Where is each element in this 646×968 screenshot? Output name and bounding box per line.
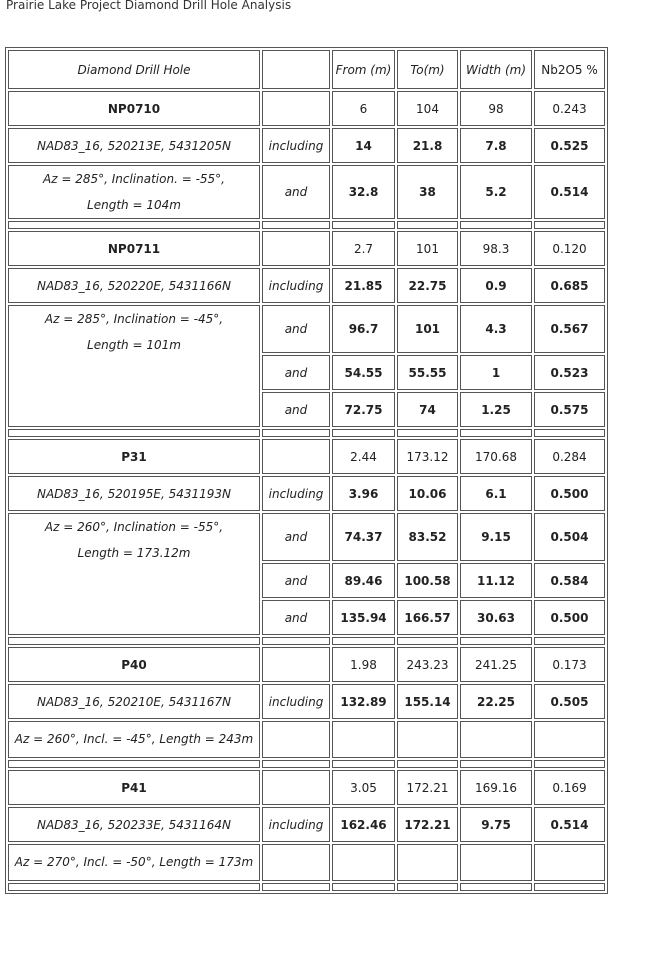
hole-azimuth: Az = 270°, Incl. = -50°, Length = 173m [14,855,254,869]
hole-azimuth: Az = 285°, Inclination = -45°, [44,312,224,326]
header-row [8,50,605,89]
interval-qualifier: and [262,392,330,427]
spacer-cell [332,221,395,229]
spacer-cell [262,429,330,437]
spacer-cell [397,221,458,229]
spacer-cell [534,883,605,891]
spacer-row [8,429,605,437]
interval-width [460,721,532,758]
spacer-cell [262,221,330,229]
interval-width: 1.25 [460,392,532,427]
interval-grade: 0.505 [534,684,605,719]
header-qualifier [262,50,330,89]
interval-from: 3.96 [332,476,395,511]
interval-qualifier [262,721,330,758]
spacer-cell [8,760,260,768]
spacer-cell [332,637,395,645]
spacer-cell [8,429,260,437]
interval-grade: 0.120 [534,231,605,266]
interval-to [397,721,458,758]
interval-qualifier [262,439,330,474]
interval-qualifier: and [262,305,330,353]
interval-to: 101 [397,231,458,266]
spacer-cell [397,429,458,437]
hole-azimuth: Az = 260°, Inclination = -55°, [44,520,224,534]
spacer-cell [397,637,458,645]
table-row [8,305,605,353]
hole-azimuth: Az = 260°, Incl. = -45°, Length = 243m [14,732,254,746]
interval-from: 135.94 [332,600,395,635]
spacer-cell [262,883,330,891]
spacer-cell [534,760,605,768]
interval-to [397,844,458,881]
interval-from [332,844,395,881]
interval-width: 9.15 [460,513,532,561]
page-title: Prairie Lake Project Diamond Drill Hole Analysis [6,0,292,12]
interval-qualifier [262,844,330,881]
spacer-cell [332,760,395,768]
spacer-row [8,221,605,229]
interval-qualifier: including [262,807,330,842]
hole-coords: NAD83_16, 520213E, 5431205N [8,128,260,163]
interval-grade: 0.514 [534,807,605,842]
interval-grade: 0.504 [534,513,605,561]
interval-grade: 0.575 [534,392,605,427]
table-row [8,476,605,511]
interval-width: 98 [460,91,532,126]
interval-qualifier [262,91,330,126]
hole-length: Length = 101m [87,338,181,352]
interval-width: 5.2 [460,165,532,219]
interval-grade: 0.500 [534,600,605,635]
interval-qualifier: including [262,128,330,163]
hole-length: Length = 104m [87,198,181,212]
interval-to: 21.8 [397,128,458,163]
table-row [8,91,605,126]
header-to: To(m) [397,50,458,89]
table-row [8,721,605,758]
interval-to: 10.06 [397,476,458,511]
spacer-cell [534,637,605,645]
interval-grade: 0.173 [534,647,605,682]
interval-qualifier: and [262,355,330,390]
interval-from: 14 [332,128,395,163]
header-from: From (m) [332,50,395,89]
interval-qualifier: including [262,268,330,303]
hole-name: P40 [8,647,260,682]
spacer-cell [460,883,532,891]
interval-width: 30.63 [460,600,532,635]
interval-qualifier [262,647,330,682]
table-row [8,684,605,719]
interval-to: 22.75 [397,268,458,303]
table-row [8,268,605,303]
hole-orientation [8,844,260,881]
interval-width: 22.25 [460,684,532,719]
interval-grade: 0.523 [534,355,605,390]
interval-from: 32.8 [332,165,395,219]
interval-to: 55.55 [397,355,458,390]
interval-qualifier: and [262,165,330,219]
interval-to: 74 [397,392,458,427]
interval-from: 21.85 [332,268,395,303]
table-row [8,807,605,842]
interval-to: 83.52 [397,513,458,561]
interval-to: 172.21 [397,807,458,842]
interval-width: 9.75 [460,807,532,842]
interval-to: 38 [397,165,458,219]
spacer-cell [8,883,260,891]
hole-azimuth: Az = 285°, Inclination. = -55°, [43,172,225,186]
interval-to: 104 [397,91,458,126]
interval-qualifier: including [262,684,330,719]
spacer-cell [460,637,532,645]
spacer-cell [460,221,532,229]
table-body [8,91,605,891]
hole-coords: NAD83_16, 520195E, 5431193N [8,476,260,511]
interval-from: 89.46 [332,563,395,598]
hole-name: P41 [8,770,260,805]
table-row [8,770,605,805]
spacer-cell [534,221,605,229]
interval-width: 4.3 [460,305,532,353]
interval-grade: 0.584 [534,563,605,598]
interval-width [460,844,532,881]
hole-coords: NAD83_16, 520210E, 5431167N [8,684,260,719]
spacer-row [8,637,605,645]
interval-grade: 0.567 [534,305,605,353]
hole-orientation [8,721,260,758]
drill-hole-table [5,47,608,894]
hole-name: NP0710 [8,91,260,126]
table-row [8,128,605,163]
header-width: Width (m) [460,50,532,89]
table-row [8,647,605,682]
table-row [8,439,605,474]
interval-qualifier: and [262,563,330,598]
interval-width: 11.12 [460,563,532,598]
table-row [8,231,605,266]
interval-from: 1.98 [332,647,395,682]
interval-from: 54.55 [332,355,395,390]
interval-qualifier: and [262,600,330,635]
interval-qualifier [262,231,330,266]
interval-from [332,721,395,758]
header-grade: Nb2O5 % [534,50,605,89]
spacer-cell [397,760,458,768]
table-row [8,513,605,561]
interval-width: 1 [460,355,532,390]
spacer-cell [262,760,330,768]
interval-from: 96.7 [332,305,395,353]
interval-from: 2.44 [332,439,395,474]
interval-width: 7.8 [460,128,532,163]
interval-width: 98.3 [460,231,532,266]
spacer-row [8,883,605,891]
interval-from: 6 [332,91,395,126]
interval-qualifier: and [262,513,330,561]
interval-grade: 0.169 [534,770,605,805]
hole-length: Length = 173.12m [77,546,191,560]
hole-coords: NAD83_16, 520220E, 5431166N [8,268,260,303]
spacer-cell [8,637,260,645]
spacer-cell [534,429,605,437]
interval-width: 241.25 [460,647,532,682]
spacer-cell [8,221,260,229]
interval-grade [534,844,605,881]
interval-to: 243.23 [397,647,458,682]
spacer-cell [460,760,532,768]
hole-orientation [8,305,260,427]
interval-grade: 0.500 [534,476,605,511]
hole-orientation [8,513,260,635]
interval-grade: 0.243 [534,91,605,126]
hole-orientation [8,165,260,219]
hole-coords: NAD83_16, 520233E, 5431164N [8,807,260,842]
interval-from: 74.37 [332,513,395,561]
interval-grade: 0.284 [534,439,605,474]
interval-grade [534,721,605,758]
header-hole: Diamond Drill Hole [8,50,260,89]
interval-from: 162.46 [332,807,395,842]
interval-to: 166.57 [397,600,458,635]
hole-name: NP0711 [8,231,260,266]
interval-to: 155.14 [397,684,458,719]
interval-to: 100.58 [397,563,458,598]
table-row [8,844,605,881]
spacer-row [8,760,605,768]
table-row [8,165,605,219]
interval-from: 132.89 [332,684,395,719]
interval-grade: 0.525 [534,128,605,163]
interval-width: 170.68 [460,439,532,474]
interval-from: 3.05 [332,770,395,805]
interval-from: 2.7 [332,231,395,266]
interval-qualifier [262,770,330,805]
hole-name: P31 [8,439,260,474]
interval-qualifier: including [262,476,330,511]
interval-width: 6.1 [460,476,532,511]
spacer-cell [460,429,532,437]
interval-to: 173.12 [397,439,458,474]
spacer-cell [332,429,395,437]
interval-grade: 0.685 [534,268,605,303]
interval-to: 172.21 [397,770,458,805]
interval-grade: 0.514 [534,165,605,219]
interval-width: 169.16 [460,770,532,805]
interval-to: 101 [397,305,458,353]
spacer-cell [332,883,395,891]
interval-width: 0.9 [460,268,532,303]
interval-from: 72.75 [332,392,395,427]
spacer-cell [262,637,330,645]
spacer-cell [397,883,458,891]
